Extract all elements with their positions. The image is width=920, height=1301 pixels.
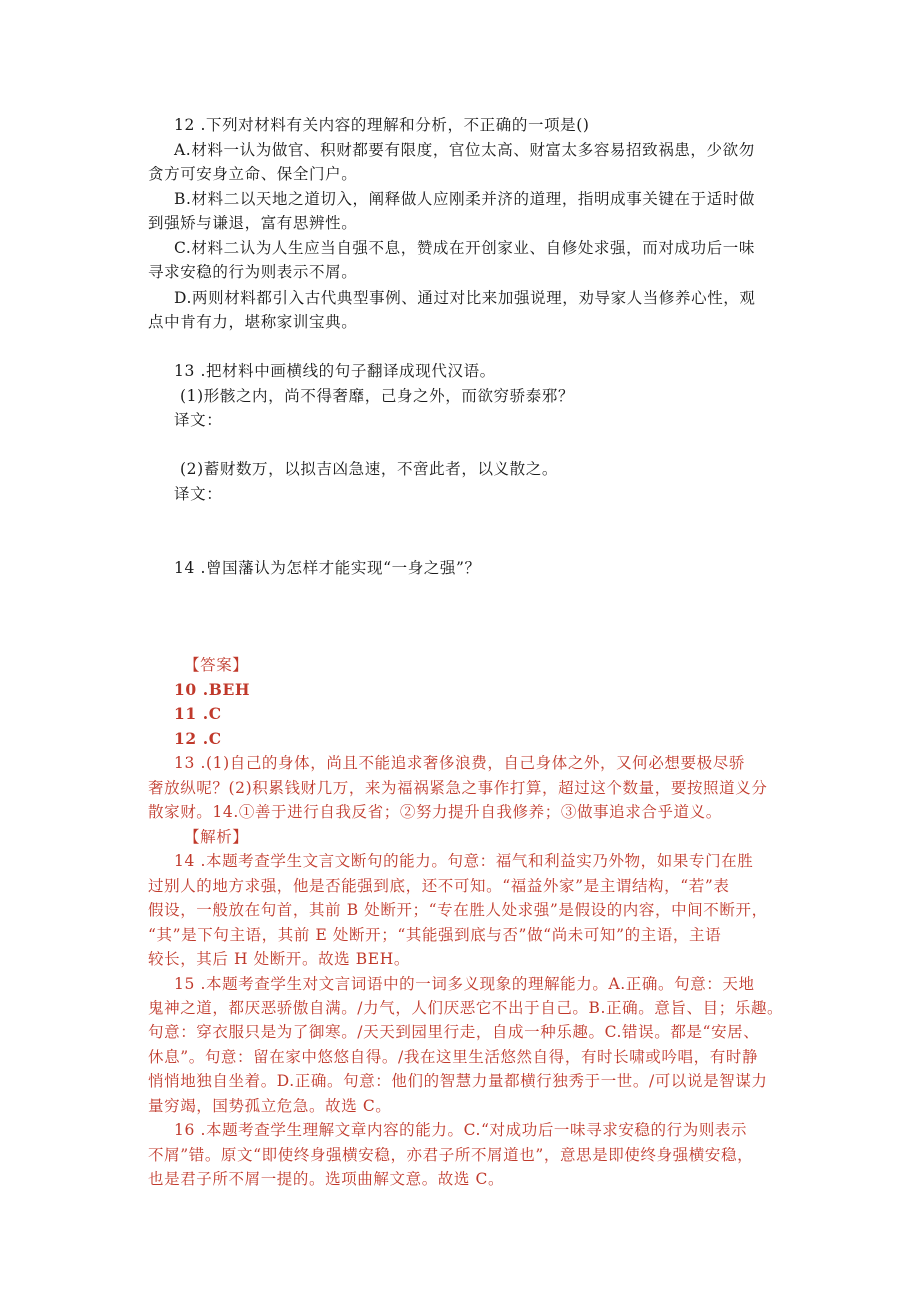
analysis-15-line2: 鬼神之道，都厌恶骄傲自满。/力气，人们厌恶它不出于自己。B.正确。意旨、目；乐趣。 xyxy=(148,999,784,1017)
answer-13-line2: 奢放纵呢？(2)积累钱财几万，来为福祸紧急之事作打算，超过这个数量，要按照道义分 xyxy=(148,779,768,797)
answer-11: 11 .C xyxy=(174,704,222,723)
analysis-16-line1: 16 .本题考查学生理解文章内容的能力。C.“对成功后一味寻求安稳的行为则表示 xyxy=(174,1121,748,1139)
q14-stem: 14 .曾国藩认为怎样才能实现“一身之强”？ xyxy=(174,559,481,577)
analysis-14-line1: 14 .本题考查学生文言文断句的能力。句意：福气和利益实乃外物，如果专门在胜 xyxy=(174,852,754,870)
q13-stem: 13 .把材料中画横线的句子翻译成现代汉语。 xyxy=(174,362,496,380)
answer-header: 【答案】 xyxy=(184,656,249,674)
analysis-14-line5: 较长，其后 H 处断开。故选 BEH。 xyxy=(148,950,410,968)
q13-sentence-1: (1)形骸之内，尚不得奢靡，己身之外，而欲穷骄泰邪？ xyxy=(180,387,575,405)
analysis-header: 【解析】 xyxy=(184,828,249,846)
q12-stem: 12 .下列对材料有关内容的理解和分析，不正确的一项是() xyxy=(174,116,590,134)
analysis-15-line5: 悄悄地独自坐着。D.正确。句意：他们的智慧力量都横行独秀于一世。/可以说是智谋力 xyxy=(148,1072,768,1090)
analysis-15-line3: 句意：穿衣服只是为了御寒。/天天到园里行走，自成一种乐趣。C.错误。都是“安居、 xyxy=(148,1023,760,1041)
analysis-14-line2: 过别人的地方求强，他是否能强到底，还不可知。“福益外家”是主谓结构，“若”表 xyxy=(148,877,730,895)
answer-13-line1: 13 .(1)自己的身体，尚且不能追求奢侈浪费，自己身体之外，又何必想要极尽骄 xyxy=(174,754,745,772)
q12-option-b-line1: B.材料二以天地之道切入，阐释做人应刚柔并济的道理，指明成事关键在于适时做 xyxy=(174,190,756,208)
q13-translation-label-1: 译文： xyxy=(174,411,223,429)
analysis-14-line3: 假设，一般放在句首，其前 B 处断开；“专在胜人处求强”是假设的内容，中间不断开， xyxy=(148,901,768,919)
q12-option-d-line2: 点中肯有力，堪称家训宝典。 xyxy=(148,313,358,331)
analysis-16-line3: 也是君子所不屑一提的。选项曲解文意。故选 C。 xyxy=(148,1170,505,1188)
answer-12: 12 .C xyxy=(174,729,222,748)
q12-option-a-line1: A.材料一认为做官、积财都要有限度，官位太高、财富太多容易招致祸患，少欲勿 xyxy=(174,141,755,159)
answer-13-line3: 散家财。14.①善于进行自我反省；②努力提升自我修养；③做事追求合乎道义。 xyxy=(148,803,722,821)
q13-translation-label-2: 译文： xyxy=(174,485,223,503)
analysis-14-line4: “其”是下句主语，其前 E 处断开；“其能强到底与否”做“尚未可知”的主语，主语 xyxy=(148,926,722,944)
q13-sentence-2: (2)蓄财数万，以拟吉凶急速，不啻此者，以义散之。 xyxy=(180,460,558,478)
q12-option-d-line1: D.两则材料都引入古代典型事例、通过对比来加强说理，劝导家人当修养心性，观 xyxy=(174,289,756,307)
q12-option-c-line1: C.材料二认为人生应当自强不息，赞成在开创家业、自修处求强，而对成功后一味 xyxy=(174,239,755,257)
q12-option-b-line2: 到强矫与谦退，富有思辨性。 xyxy=(148,214,358,232)
analysis-15-line4: 休息”。句意：留在家中悠悠自得。/我在这里生活悠然自得，有时长啸或吟唱，有时静 xyxy=(148,1048,759,1066)
q12-option-c-line2: 寻求安稳的行为则表示不屑。 xyxy=(148,263,358,281)
q12-option-a-line2: 贪方可安身立命、保全门户。 xyxy=(148,165,358,183)
analysis-15-line6: 量穷竭，国势孤立危急。故选 C。 xyxy=(148,1097,392,1115)
analysis-15-line1: 15 .本题考查学生对文言词语中的一词多义现象的理解能力。A.正确。句意：天地 xyxy=(174,975,755,993)
answer-10: 10 .BEH xyxy=(174,680,251,699)
analysis-16-line2: 不屑”错。原文“即使终身强横安稳，亦君子所不屑道也”，意思是即使终身强横安稳， xyxy=(148,1146,754,1164)
